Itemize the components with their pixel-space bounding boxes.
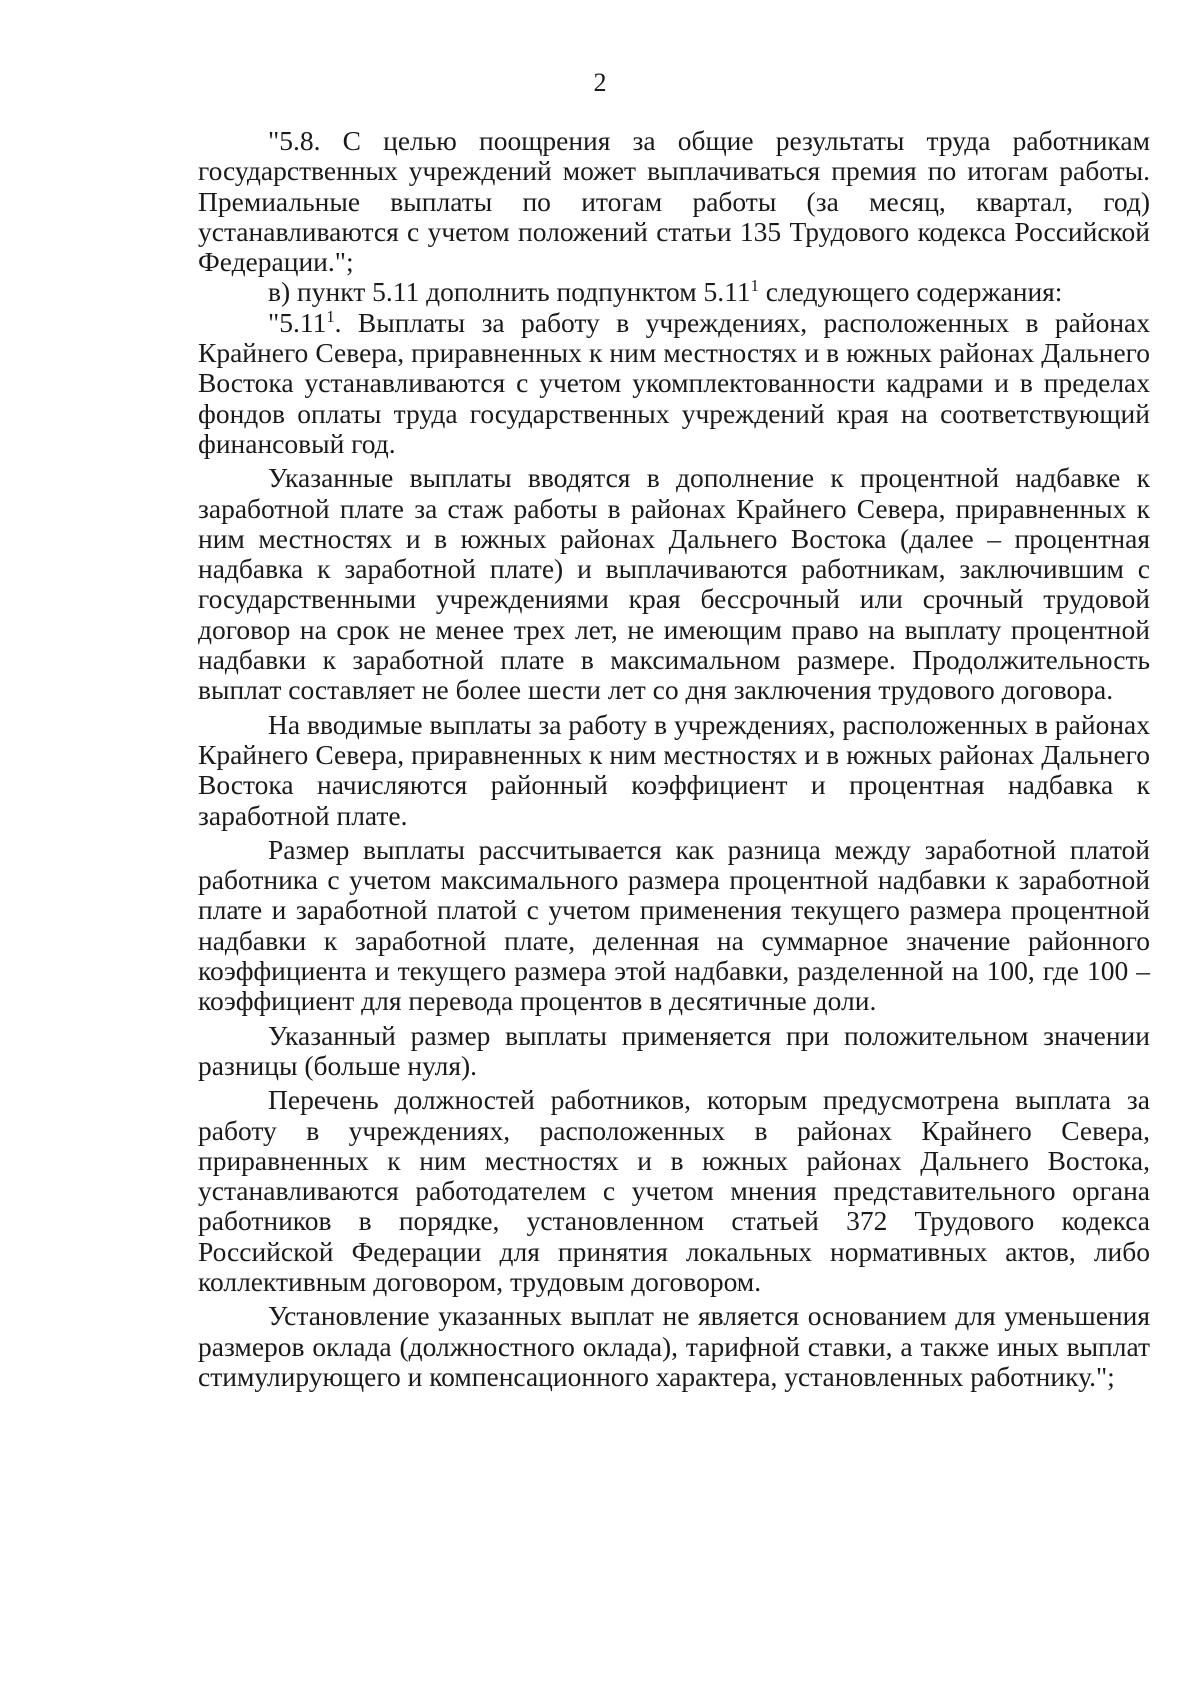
superscript-index: 1 [750, 276, 759, 296]
page-number: 2 [593, 68, 607, 97]
paragraph-text: Установление указанных выплат не является основанием для уменьшения размеров оклада (должностного оклада), тарифной ставки, а также иных выплат стимулирующего и компенсационного характера, установленных работнику."; [198, 1300, 1150, 1392]
paragraph-positions-list [198, 1085, 1150, 1297]
paragraph-amendment-v [198, 277, 1150, 307]
paragraph-text-tail: следующего содержания: [758, 276, 1063, 308]
paragraph-positive-value [198, 1021, 1150, 1082]
paragraph-5-8 [198, 126, 1150, 277]
paragraph-payments-intro [198, 463, 1150, 705]
paragraph-text: Указанный размер выплаты применяется при положительном значении разницы (больше нуля). [198, 1019, 1150, 1081]
document-body [198, 126, 1150, 1392]
paragraph-text: "5.8. С целью поощрения за общие результаты труда работникам государственных учреждений может выплачиваться премия по итогам работы. Премиальные выплаты по итогам работы (за месяц, квартал, год) устанавливаются с учетом положений статьи 135 Трудового кодекса Российской Федерации."; [198, 125, 1150, 278]
superscript-index: 1 [326, 306, 335, 326]
paragraph-text: Указанные выплаты вводятся в дополнение к процентной надбавке к заработной плате за стаж работы в районах Крайнего Севера, приравненных к ним местностях и в южных районах Дальнего Востока (далее – процентная надбавка к заработной плате) и выплачиваются работникам, заключившим с государственными учреждениями края бессрочный или срочный трудовой договор на срок не менее трех лет, не имеющим право на выплату процентной надбавки к заработной плате в максимальном размере. Продолжительность выплат составляет не более шести лет со дня заключения трудового договора. [198, 462, 1150, 706]
paragraph-text-tail: . Выплаты за работу в учреждениях, расположенных в районах Крайнего Севера, приравненных к ним местностях и в южных районах Дальнего Востока устанавливаются с учетом укомплектованности кадрами и в пределах фондов оплаты труда государственных учреждений края на соответствующий финансовый год. [198, 306, 1150, 459]
paragraph-text: в) пункт 5.11 дополнить подпунктом 5.11 [268, 276, 751, 308]
paragraph-text: "5.11 [268, 306, 327, 338]
paragraph-5-11-1 [198, 308, 1150, 459]
paragraph-text: На вводимые выплаты за работу в учреждениях, расположенных в районах Крайнего Севера, приравненных к ним местностях и в южных районах Дальнего Востока начисляются районный коэффициент и процентная надбавка к заработной плате. [198, 708, 1150, 831]
paragraph-calculation [198, 835, 1150, 1017]
paragraph-coefficient [198, 710, 1150, 831]
paragraph-text: Размер выплаты рассчитывается как разница между заработной платой работника с учетом максимального размера процентной надбавки к заработной плате и заработной платой с учетом применения текущего размера процентной надбавки к заработной плате, деленная на суммарное значение районного коэффициента и текущего размера этой надбавки, разделенной на 100, где 100 – коэффициент для перевода процентов в десятичные доли. [198, 833, 1150, 1017]
paragraph-text: Перечень должностей работников, которым предусмотрена выплата за работу в учреждениях, расположенных в районах Крайнего Севера, приравненных к ним местностях и в южных районах Дальнего Востока, устанавливаются работодателем с учетом мнения представительного органа работников в порядке, установленном статьей 372 Трудового кодекса Российской Федерации для принятия локальных нормативных актов, либо коллективным договором, трудовым договором. [198, 1084, 1150, 1297]
paragraph-establishment [198, 1301, 1150, 1392]
